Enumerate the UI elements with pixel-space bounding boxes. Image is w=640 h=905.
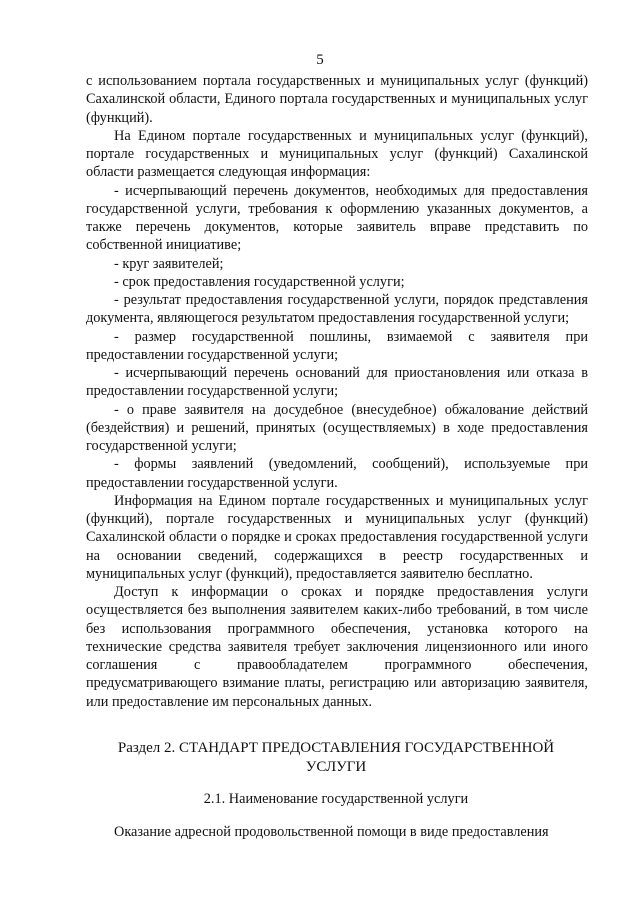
body-text (86, 72, 588, 711)
page-number: 5 (316, 52, 324, 68)
paragraph: Информация на Едином портале государственных и муниципальных услуг (функций), портале государственных и муниципальных услуг (функций) Сахалинской области о порядке и сроках предоставления государственной услуги на основании сведений, содержащихся в реестр государственных и муниципальных услуг (функций), предоставляется заявителю бесплатно. (86, 492, 588, 582)
paragraph: На Едином портале государственных и муниципальных услуг (функций), портале государственных и муниципальных услуг (функций) Сахалинской области размещается следующая информация: (86, 127, 588, 181)
list-item: - формы заявлений (уведомлений, сообщений), используемые при предоставлении государственной услуги. (86, 456, 588, 491)
paragraph: Доступ к информации о сроках и порядке предоставления услуги осуществляется без выполнения заявителем каких-либо требований, в том числе без использования программного обеспечения, установка которого на технические средства заявителя требует заключения лицензионного или иного соглашения с правообладателем программного обеспечения, предусматривающего взимание платы, регистрацию или авторизацию заявителя, или предоставление им персональных данных. (86, 584, 588, 710)
list-item: - о праве заявителя на досудебное (внесудебное) обжалование действий (бездействия) и решений, принятых (осуществляемых) в ходе предоставления государственной услуги; (86, 401, 588, 454)
list-item: - размер государственной пошлины, взимаемой с заявителя при предоставлении государственной услуги; (86, 328, 588, 363)
paragraph: с использованием портала государственных и муниципальных услуг (функций) Сахалинской области, Единого портала государственных и муниципальных услуг (функций). (86, 73, 588, 126)
list-item: - исчерпывающий перечень документов, необходимых для предоставления государственной услуги, требования к оформлению указанных документов, а также перечень документов, которые заявитель вправе представить по собственной инициативе; (86, 182, 588, 254)
list-item: - результат предоставления государственной услуги, порядок представления документа, являющегося результатом предоставления государственной услуги; (86, 292, 588, 327)
section-title: Раздел 2. СТАНДАРТ ПРЕДОСТАВЛЕНИЯ ГОСУДАРСТВЕННОЙ УСЛУГИ (117, 740, 555, 775)
subsection-title: 2.1. Наименование государственной услуги (203, 791, 469, 807)
list-item: - круг заявителей; (114, 255, 224, 272)
list-item: - исчерпывающий перечень оснований для приостановления или отказа в предоставлении государственной услуги; (86, 365, 588, 400)
list-item: - срок предоставления государственной услуги; (114, 273, 405, 290)
paragraph: Оказание адресной продовольственной помощи в виде предоставления (114, 824, 549, 840)
